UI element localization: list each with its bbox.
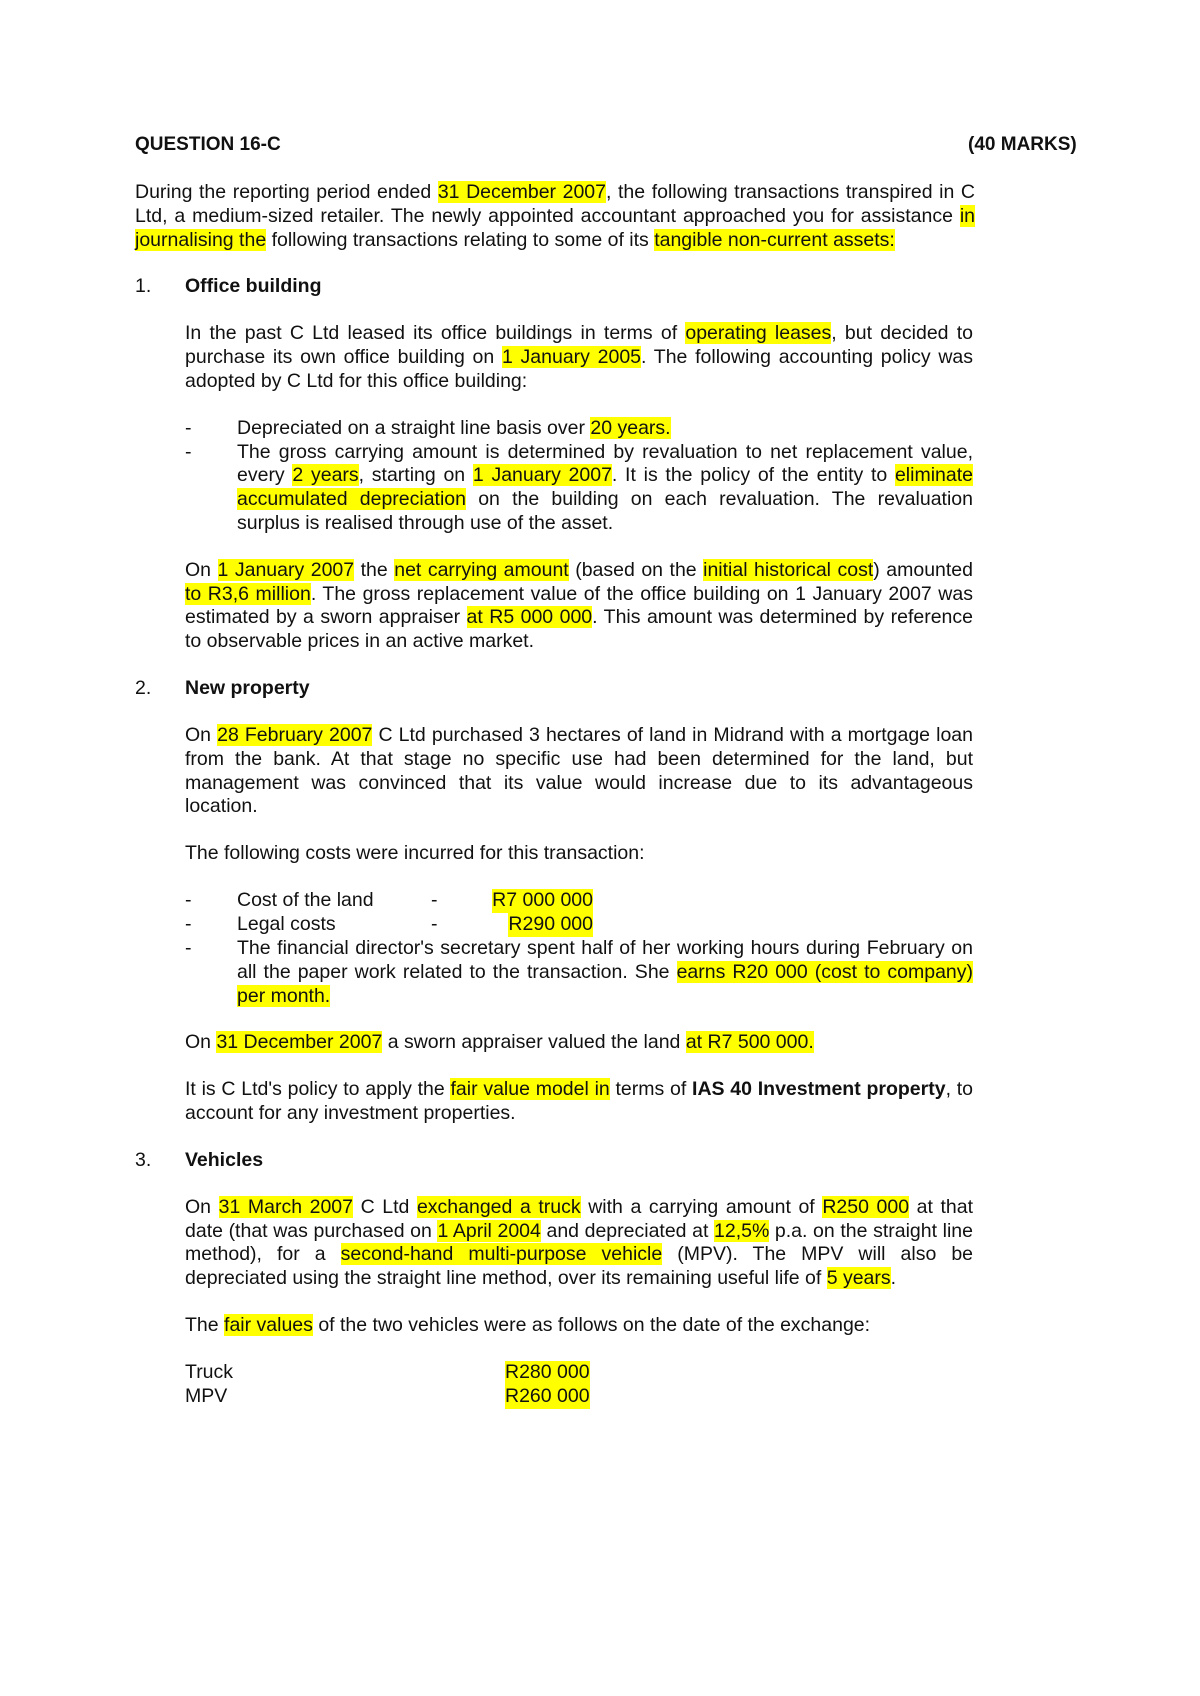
office-building-paragraph-2 [185,559,973,654]
highlight: 2 years [292,464,359,487]
new-property-paragraph-1 [185,724,973,819]
highlight: initial historical cost [703,558,874,581]
new-property-paragraph-4 [185,1078,973,1126]
text: The financial director's secretary spent half of her working hours during February on all the paper work related to the transaction. She [237,936,973,983]
text: On [185,1031,217,1054]
text: C Ltd [353,1195,417,1218]
text: , the following transactions transpired in C Ltd, a medium-sized retailer. The newly appointed accountant approached you for assistance [135,181,975,227]
text: (MPV). The MPV will also be depreciated using the straight line method, over its remaining useful life of [185,1243,974,1290]
highlight: at R5 000 000 [466,606,593,629]
highlight: fair values [224,1313,313,1336]
highlight: 12,5% [714,1219,770,1242]
cost-row [185,889,973,913]
bullet-item [185,937,973,1008]
dash-icon: - [431,888,438,911]
text: It is C Ltd's policy to apply the [185,1078,451,1101]
highlight: 31 March 2007 [218,1195,354,1218]
fair-value-row [185,1361,975,1385]
text: p.a. on the straight line method), for a [185,1219,973,1266]
text: . This amount was determined by reference to observable prices in an active market. [185,606,973,653]
dash-icon: - [185,440,192,463]
dash-icon: - [185,888,192,911]
highlight: 1 January 2005 [501,346,642,369]
cost-amount: R7 000 000 [492,888,593,911]
section-label: Vehicles [185,1148,264,1171]
highlight: eliminate accumulated depreciation [237,464,973,511]
text: . The gross replacement value of the office building on 1 January 2007 was estimated by a sworn appraiser [185,582,973,629]
highlight: in journalising the [135,204,975,251]
highlight: 31 December 2007 [216,1031,383,1054]
section-heading-office-building [135,275,975,299]
text: The [185,1313,225,1336]
section-heading-vehicles [135,1149,975,1173]
vehicle-name: Truck [185,1360,234,1383]
text: with a carrying amount of [580,1195,823,1218]
text: and depreciated at [540,1219,715,1242]
text: ) amounted [873,558,973,581]
highlight: to R3,6 million [185,582,311,605]
section-number: 2. [135,676,152,699]
text: on the building on each revaluation. The revaluation surplus is realised through use of the asset. [237,488,973,534]
vehicles-paragraph-1 [185,1196,973,1291]
section-label: Office building [185,275,322,298]
text: terms of [609,1078,693,1101]
vehicle-fair-value: R260 000 [505,1384,590,1407]
text: . The following accounting policy was adopted by C Ltd for this office building: [185,346,974,392]
text: On [185,723,218,746]
text: following transactions relating to some of its [266,228,655,251]
policy-bullet-list [185,417,973,536]
dash-icon: - [185,936,192,959]
dash-icon: - [185,416,192,439]
text: a sworn appraiser valued the land [382,1031,686,1054]
question-marks: (40 MARKS) [968,134,1077,155]
highlight: operating leases [685,322,832,345]
cost-name: Legal costs [237,912,336,935]
cost-row [185,913,973,937]
highlight: net carrying amount [394,558,569,581]
bold-text: IAS 40 Investment property [692,1078,946,1101]
cost-amount: R290 000 [508,912,593,935]
bullet-item [185,417,973,441]
highlight: 28 February 2007 [217,723,373,746]
text: (based on the [568,558,704,581]
text: On [185,558,218,581]
highlight: earns R20 000 (cost to company) per month. [237,960,974,1007]
text: , starting on [358,464,473,487]
text: Depreciated on a straight line basis over [237,416,591,439]
vehicle-name: MPV [185,1384,228,1407]
text: C Ltd purchased 3 hectares of land in Midrand with a mortgage loan from the bank. At that stage no specific use had been determined for the land, but management was convinced that its value would increase due to its advantageous location. [185,723,973,818]
office-building-paragraph-1 [185,322,973,393]
text: , to account for any investment properties. [185,1078,973,1124]
highlight: second-hand multi-purpose vehicle [340,1243,663,1266]
vehicle-fair-value: R280 000 [505,1360,590,1383]
fair-values-table [135,1361,975,1409]
highlight: 1 January 2007 [472,464,612,487]
highlight: 31 December 2007 [437,181,607,203]
text: the [354,558,395,581]
text: of the two vehicles were as follows on the date of the exchange: [312,1313,871,1336]
text: , but decided to purchase its own office building on [185,322,973,369]
section-number: 1. [135,275,152,298]
cost-name: Cost of the land [237,888,374,911]
vehicles-paragraph-2 [185,1314,973,1338]
text: . It is the policy of the entity to [611,464,895,487]
document-page [135,133,1077,1409]
text: On [185,1195,219,1218]
text: at that date (that was purchased on [185,1195,973,1242]
highlight: 5 years [826,1267,891,1290]
new-property-paragraph-3 [185,1031,973,1055]
highlight: tangible non-current assets: [654,228,895,251]
highlight: fair value model in [450,1078,610,1101]
question-title: QUESTION 16-C [135,134,281,155]
fair-value-row [185,1385,975,1409]
section-heading-new-property [135,677,975,701]
highlight: R250 000 [822,1195,910,1218]
text: The gross carrying amount is determined by revaluation to net replacement value, every [237,440,973,487]
section-number: 3. [135,1148,152,1171]
intro-paragraph [135,181,975,252]
highlight: 1 January 2007 [217,558,355,581]
costs-list [185,889,973,1008]
dash-icon: - [431,912,438,935]
costs-intro: The following costs were incurred for this transaction: [185,842,645,865]
text: . [890,1267,897,1290]
highlight: 1 April 2004 [437,1219,541,1242]
highlight: 20 years. [590,416,671,439]
question-header [135,133,1077,159]
highlight: at R7 500 000. [685,1031,814,1054]
text: During the reporting period ended [135,181,438,203]
bullet-item [185,441,973,536]
highlight: exchanged a truck [416,1195,581,1218]
section-label: New property [185,676,310,699]
dash-icon: - [185,912,192,935]
text: In the past C Ltd leased its office buildings in terms of [185,322,686,345]
